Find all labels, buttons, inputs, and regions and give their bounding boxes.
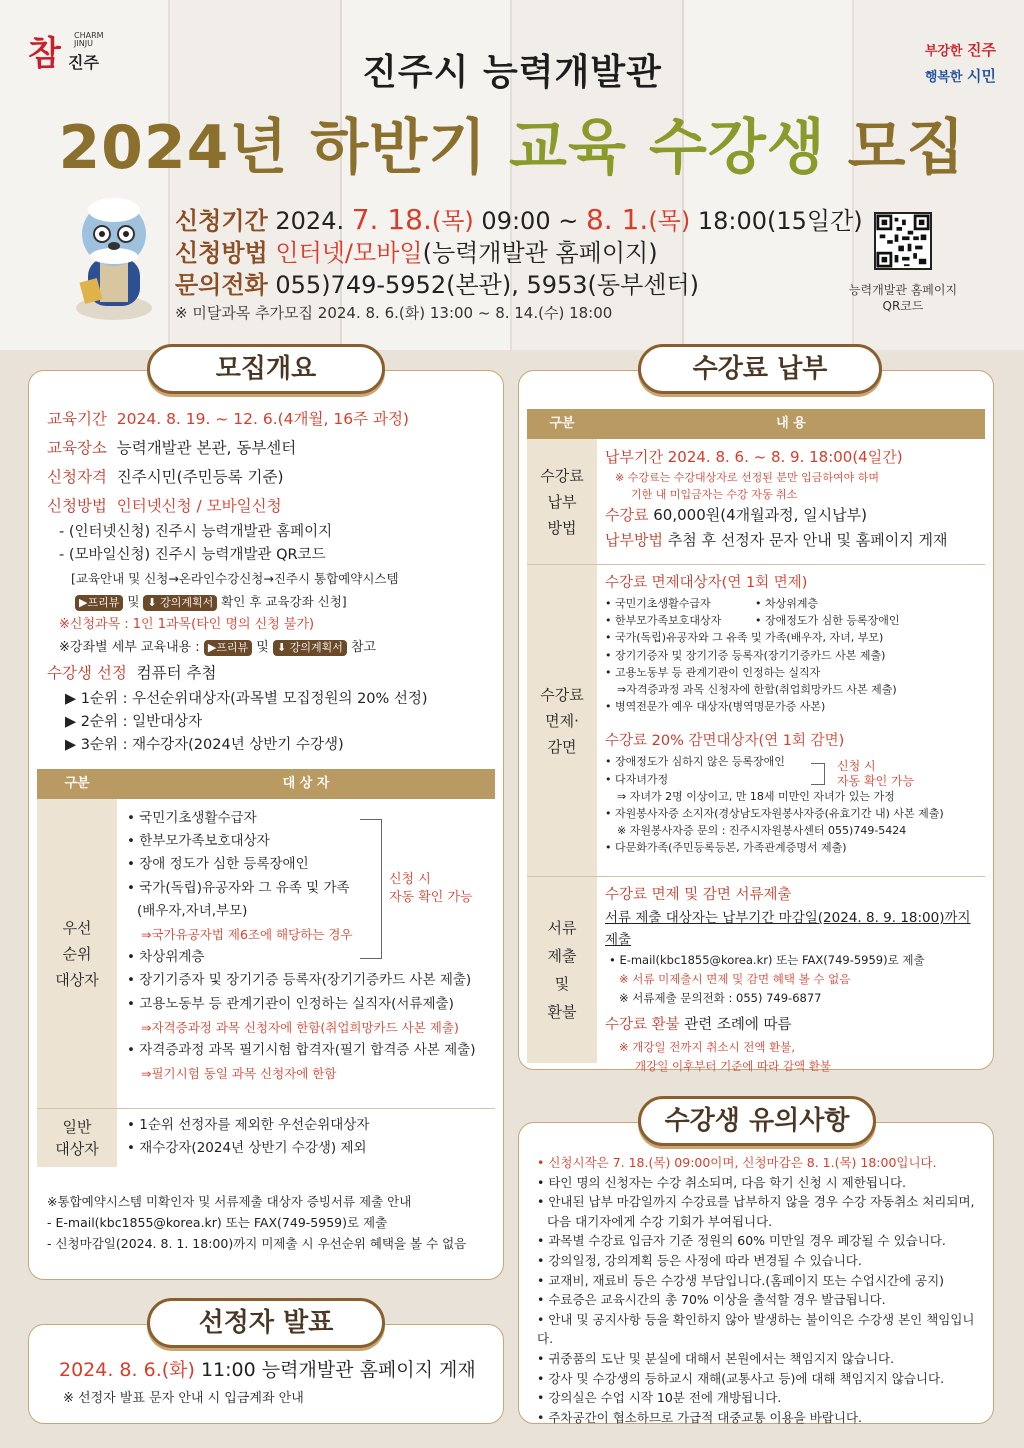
exempt-item-4: 장애정도가 심한 등록장애인 bbox=[765, 614, 900, 628]
auto-check-note: 신청 시 자동 확인 가능 bbox=[389, 872, 473, 905]
and-text-2: 및 bbox=[252, 640, 273, 655]
logo-en-2: JINJU bbox=[74, 39, 93, 48]
priority-item: • 자격증과정 과목 필기시험 합격자(필기 합격증 사본 제출) bbox=[127, 1042, 476, 1059]
priority-item bbox=[127, 1062, 485, 1085]
docs-contact: ※ 서류제출 문의전화 : 055) 749-6877 bbox=[619, 991, 822, 1005]
priority-list bbox=[117, 799, 495, 1108]
documents-content bbox=[597, 877, 985, 1073]
priority-item bbox=[127, 1016, 485, 1039]
priority-item: • 장기기증자 및 장기기증 등록자(장기기증카드 사본 제출) bbox=[127, 972, 472, 989]
notice-title: 수강생 유의사항 bbox=[638, 1096, 876, 1146]
notice-text-3: 다음 대기자에게 수강 기회가 부여됩니다. bbox=[547, 1213, 773, 1229]
priority-item-text: (배우자,자녀,부모) bbox=[137, 902, 248, 919]
title-part-3: 모집 bbox=[847, 113, 966, 183]
overview-content bbox=[47, 405, 497, 757]
slogan-2b: 시민 bbox=[967, 67, 996, 85]
phone-label: 문의전화 bbox=[175, 271, 268, 299]
th-category: 구분 bbox=[64, 776, 90, 791]
notice-item bbox=[537, 1310, 987, 1349]
slogan-2a: 행복한 bbox=[924, 70, 968, 85]
docs-warning: ※ 서류 미제출시 면제 및 감면 혜택 볼 수 없음 bbox=[619, 972, 851, 986]
priority-row bbox=[37, 799, 495, 1109]
notice-text-4: 과목별 수강료 입금자 기준 정원의 60% 미만일 경우 폐강될 수 있습니다. bbox=[548, 1233, 946, 1249]
priority-item: • 한부모가족보호대상자 bbox=[127, 833, 270, 850]
notice-item bbox=[537, 1388, 987, 1408]
period-end-day: (목) bbox=[648, 207, 691, 235]
qualification-value: 진주시민(주민등록 기준) bbox=[116, 468, 284, 486]
period-end-time: 18:00(15일간) bbox=[690, 207, 863, 235]
notice-item bbox=[537, 1192, 987, 1212]
fee-th-content: 내 용 bbox=[776, 416, 806, 431]
refund-note-1: ※ 개강일 전까지 취소시 전액 환불, bbox=[619, 1040, 795, 1054]
notice-item bbox=[537, 1251, 987, 1271]
exemption-row bbox=[527, 565, 985, 877]
application-info bbox=[175, 204, 863, 325]
payment-row bbox=[527, 439, 985, 565]
priority-item: • 국가(독립)유공자와 그 유족 및 가족 bbox=[127, 879, 350, 896]
discount-item-2: 다자녀가정 bbox=[615, 772, 669, 786]
notice-item bbox=[537, 1173, 987, 1193]
announce-detail: 11:00 능력개발관 홈페이지 게재 bbox=[194, 1359, 476, 1381]
and-text: 및 bbox=[123, 594, 144, 609]
priority-item-text: 자격증과정 과목 필기시험 합격자(필기 합격증 사본 제출) bbox=[139, 1042, 476, 1059]
refund-heading: 수강료 환불 bbox=[605, 1017, 680, 1033]
exempt-line-4: • 장기기증자 및 장기기증 등록자(장기기증카드 사본 제출) bbox=[605, 648, 886, 662]
qualification-key: 신청자격 bbox=[47, 468, 107, 486]
apply-confirm: 확인 후 교육강좌 신청] bbox=[217, 594, 347, 609]
fee-value: 60,000원(4개월과정, 일시납부) bbox=[648, 506, 867, 524]
notice-text-9: 귀중품의 도난 및 분실에 대해서 본원에서는 책임지지 않습니다. bbox=[548, 1350, 895, 1366]
evidence-note-3: - 신청마감일(2024. 8. 1. 18:00)까지 미제출 시 우선순위 혜택을 볼 수 없음 bbox=[47, 1236, 467, 1251]
notice-list bbox=[537, 1153, 987, 1427]
period-end: 8. 1. bbox=[585, 203, 649, 236]
general-list bbox=[117, 1109, 495, 1167]
payment-content bbox=[597, 439, 985, 564]
discount-line-2: • 다자녀가정 bbox=[605, 772, 669, 786]
priority-item bbox=[127, 923, 485, 946]
notice-text-2: 안내된 납부 마감일까지 수강료를 납부하지 않을 경우 수강 자동취소 처리되며, bbox=[548, 1194, 975, 1210]
period-label: 신청기간 bbox=[175, 207, 268, 235]
overview-panel bbox=[28, 370, 504, 1280]
priority-item-text: 장기기증자 및 장기기증 등록자(장기기증카드 사본 제출) bbox=[139, 972, 472, 989]
evidence-note-2: - E-mail(kbc1855@korea.kr) 또는 FAX(749-5959)로 제출 bbox=[47, 1215, 388, 1230]
phone-value: 055)749-5952(본관), 5953(동부센터) bbox=[267, 271, 699, 299]
priority-item-text: 장애 정도가 심한 등록장애인 bbox=[139, 856, 309, 873]
priority-item-text: ⇒자격증과정 과목 신청자에 한함(취업희망카드 사본 제출) bbox=[141, 1019, 459, 1035]
exempt-heading-note: (연 1회 면제) bbox=[721, 575, 808, 591]
fee-title: 수강료 납부 bbox=[638, 344, 882, 394]
method-label: 신청방법 bbox=[175, 239, 268, 267]
priority-item: • 차상위계층 bbox=[127, 949, 205, 966]
apply-path: [교육안내 및 신청→온라인수강신청→진주시 통합예약시스템 bbox=[71, 571, 399, 586]
th-target: 대 상 자 bbox=[282, 776, 330, 791]
internet-apply: - (인터넷신청) 진주시 능력개발관 홈페이지 bbox=[59, 524, 333, 540]
selection-value: 컴퓨터 추첨 bbox=[136, 664, 217, 682]
method-value: 인터넷/모바일 bbox=[267, 239, 423, 267]
discount-item-2-note: ⇒ 자녀가 2명 이상이고, 만 18세 미만인 자녀가 있는 가정 bbox=[617, 789, 895, 803]
general-item-1: • 1순위 선정자를 제외한 우선순위대상자 bbox=[127, 1117, 370, 1133]
notice-text-6: 교재비, 재료비 등은 수강생 부담입니다.(홈페이지 또는 수업시간에 공지) bbox=[548, 1272, 945, 1288]
docs-submit-method: • E-mail(kbc1855@korea.kr) 또는 FAX(749-5959)로 제출 bbox=[609, 953, 925, 967]
priority-item-text: ⇒국가유공자법 제6조에 해당하는 경우 bbox=[141, 927, 353, 943]
priority-item-text: 고용노동부 등 관계기관이 인정하는 실직자(서류제출) bbox=[139, 995, 454, 1012]
exempt-item-5: 국가(독립)유공자와 그 유족 및 가족(배우자, 자녀, 부모) bbox=[615, 631, 884, 645]
notice-item bbox=[537, 1408, 987, 1428]
syllabus-button[interactable]: ⬇ 강의계획서 bbox=[143, 595, 217, 611]
priority-item-text: 국민기초생활수급자 bbox=[139, 810, 257, 826]
general-item-2: • 재수강자(2024년 상반기 수강생) 제외 bbox=[127, 1140, 367, 1156]
exempt-item-6: 장기기증자 및 장기기증 등록자(장기기증카드 사본 제출) bbox=[615, 648, 886, 662]
one-course-note: ※신청과목 : 1인 1과목(타인 명의 신청 불가) bbox=[59, 617, 315, 632]
priority-item: • 장애 정도가 심한 등록장애인 bbox=[127, 856, 309, 873]
notice-text-12: 주차공간이 협소하므로 가급적 대중교통 이용을 바랍니다. bbox=[548, 1409, 863, 1425]
exemption-content bbox=[597, 565, 985, 876]
notice-panel bbox=[518, 1122, 994, 1424]
notice-text-1: 타인 명의 신청자는 수강 취소되며, 다음 학기 신청 시 제한됩니다. bbox=[548, 1174, 907, 1190]
exempt-heading: 수강료 면제대상자 bbox=[605, 575, 722, 591]
preview-button[interactable]: ▶프리뷰 bbox=[75, 595, 123, 611]
edu-place-value: 능력개발관 본관, 동부센터 bbox=[116, 439, 297, 457]
additional-recruit-note: ※ 미달과목 추가모집 2024. 8. 6.(화) 13:00 ~ 8. 14.(수) 18:00 bbox=[175, 304, 613, 322]
pay-way-key: 납부방법 bbox=[605, 531, 663, 549]
fee-th-category: 구분 bbox=[549, 416, 575, 431]
discount-item-3: 자원봉사자증 소지자(경상남도자원봉사자증(유효기간 내) 사본 제출) bbox=[615, 807, 944, 821]
qr-caption-1: 능력개발관 홈페이지 bbox=[848, 283, 958, 297]
payment-label: 수강료 납부 방법 bbox=[527, 439, 597, 564]
general-item-2-text: 재수강자(2024년 상반기 수강생) 제외 bbox=[139, 1140, 367, 1156]
notice-text-11: 강의실은 수업 시작 10분 전에 개방됩니다. bbox=[548, 1390, 782, 1406]
priority-item-text: 국가(독립)유공자와 그 유족 및 가족 bbox=[139, 879, 350, 896]
general-row bbox=[37, 1109, 495, 1167]
logo-main: 참 bbox=[28, 34, 61, 74]
announcement-line bbox=[59, 1355, 476, 1382]
exempt-item-3: 한부모가족보호대상자 bbox=[615, 614, 722, 628]
discount-line-1: • 장애정도가 심하지 않은 등록장애인 bbox=[605, 755, 785, 769]
qr-caption-2: QR코드 bbox=[882, 299, 924, 313]
apply-method-value: 인터넷신청 / 모바일신청 bbox=[116, 497, 282, 515]
target-table bbox=[37, 769, 495, 1167]
evidence-note-1: ※통합예약시스템 미확인자 및 서류제출 대상자 증빙서류 제출 안내 bbox=[47, 1194, 412, 1209]
docs-deadline: 서류 제출 대상자는 납부기간 마감일(2024. 8. 9. 18:00)까지 제출 bbox=[605, 910, 971, 948]
documents-row bbox=[527, 877, 985, 1073]
notice-item-first bbox=[537, 1153, 987, 1173]
notice-text-5: 강의일정, 강의계획 등은 사정에 따라 변경될 수 있습니다. bbox=[548, 1252, 862, 1268]
priority-item-text: 차상위계층 bbox=[139, 949, 205, 966]
notice-item bbox=[537, 1271, 987, 1291]
exempt-item-1: 국민기초생활수급자 bbox=[615, 597, 711, 610]
edu-period-value: 2024. 8. 19. ~ 12. 6.(4개월, 16주 과정) bbox=[116, 410, 409, 428]
main-title bbox=[0, 100, 1024, 186]
discount-auto-check: 신청 시 자동 확인 가능 bbox=[837, 759, 915, 788]
pay-note-1: ※ 수강료는 수강대상자로 선정된 분만 입금하여야 하며 bbox=[615, 471, 879, 484]
exempt-item-8: 병역전문가 예우 대상자(병역명문가증 사본) bbox=[615, 700, 826, 714]
refer-text: 참고 bbox=[346, 640, 377, 655]
method-detail: (능력개발관 홈페이지) bbox=[422, 239, 658, 267]
notice-item bbox=[537, 1290, 987, 1310]
exempt-item-2: 차상위계층 bbox=[765, 597, 819, 610]
exempt-item-7: 고용노동부 등 관계기관이 인정하는 실직자 bbox=[615, 665, 821, 679]
priority-item: • 국민기초생활수급자 bbox=[127, 810, 257, 826]
mobile-apply: - (모바일신청) 진주시 능력개발관 QR코드 bbox=[59, 547, 326, 563]
notice-item-cont bbox=[537, 1212, 987, 1232]
title-part-2: 교육 수강생 bbox=[509, 113, 848, 183]
title-part-1: 2024년 하반기 bbox=[58, 113, 510, 183]
general-label: 일반 대상자 bbox=[37, 1109, 117, 1167]
period-year: 2024. bbox=[267, 207, 352, 235]
refund-heading-note: 관련 조례에 따름 bbox=[679, 1017, 792, 1033]
pay-way-value: 추첨 후 선정자 문자 안내 및 홈페이지 게재 bbox=[662, 531, 948, 549]
exempt-list bbox=[605, 595, 977, 715]
exempt-item-7-note: ⇒자격증과정 과목 신청자에 한함(취업희망카드 사본 제출) bbox=[617, 683, 897, 697]
notice-item bbox=[537, 1369, 987, 1389]
discount-heading: 수강료 20% 감면대상자 bbox=[605, 733, 759, 750]
pay-period-value: 2024. 8. 6. ~ 8. 9. 18:00(4일간) bbox=[662, 448, 903, 466]
priority-label: 우선 순위 대상자 bbox=[37, 799, 117, 1108]
edu-period-key: 교육기간 bbox=[47, 410, 107, 428]
auto-check-brace bbox=[360, 819, 382, 959]
slogan-1a: 부강한 bbox=[924, 44, 968, 59]
discount-item-3-note: ※ 자원봉사자증 문의 : 진주시자원봉사센터 055)749-5424 bbox=[617, 824, 907, 838]
priority-item-text: 한부모가족보호대상자 bbox=[139, 833, 270, 850]
logo-sub: 진주 bbox=[68, 53, 99, 72]
period-start-day: (목) bbox=[431, 207, 474, 235]
org-title: 진주시 능력개발관 bbox=[362, 52, 662, 93]
priority-item-text: ⇒필기시험 동일 과목 신청자에 한함 bbox=[141, 1066, 337, 1082]
discount-item-4: 다문화가족(주민등록등본, 가족관계증명서 제출) bbox=[615, 841, 847, 855]
priority-item: • 고용노동부 등 관계기관이 인정하는 실직자(서류제출) bbox=[127, 995, 454, 1012]
notice-item bbox=[537, 1231, 987, 1251]
rank-3: ▶ 3순위 : 재수강자(2024년 상반기 수강생) bbox=[65, 737, 344, 753]
notice-first-text: 신청시작은 7. 18.(목) 09:00이며, 신청마감은 8. 1.(목) 18:00입니다. bbox=[548, 1155, 937, 1170]
fee-table bbox=[527, 409, 985, 1073]
fee-table-header bbox=[527, 409, 985, 439]
exempt-line-5: • 고용노동부 등 관계기관이 인정하는 실직자 bbox=[605, 665, 821, 679]
rank-1: ▶ 1순위 : 우선순위대상자(과목별 모집정원의 20% 선정) bbox=[65, 691, 428, 707]
target-table-header bbox=[37, 769, 495, 799]
announcement-title: 선정자 발표 bbox=[147, 1298, 385, 1348]
exemption-label: 수강료 면제· 감면 bbox=[527, 565, 597, 876]
discount-line-4: • 자원봉사자증 소지자(경상남도자원봉사자증(유효기간 내) 사본 제출) bbox=[605, 807, 944, 821]
notice-text-8: 안내 및 공지사항 등을 확인하지 않아 발생하는 불이익은 수강생 본인 책임입니다. bbox=[537, 1311, 975, 1347]
logo-en-1: CHARM bbox=[74, 31, 104, 40]
fee-key: 수강료 bbox=[605, 506, 649, 524]
preview-button-2[interactable]: ▶프리뷰 bbox=[204, 640, 252, 656]
general-item-1-text: 1순위 선정자를 제외한 우선순위대상자 bbox=[139, 1117, 370, 1133]
discount-list bbox=[605, 753, 977, 856]
rank-2: ▶ 2순위 : 일반대상자 bbox=[65, 714, 203, 730]
notice-item bbox=[537, 1349, 987, 1369]
apply-method-key: 신청방법 bbox=[47, 497, 107, 515]
discount-brace bbox=[811, 763, 825, 785]
docs-heading: 수강료 면제 및 감면 서류제출 bbox=[605, 887, 792, 903]
announce-date: 2024. 8. 6.(화) bbox=[59, 1359, 195, 1381]
period-time: 09:00 ~ bbox=[473, 207, 586, 235]
documents-label: 서류 제출 및 환불 bbox=[527, 877, 597, 1063]
announcement-note: ※ 선정자 발표 문자 안내 시 입금계좌 안내 bbox=[63, 1391, 304, 1406]
discount-item-1: 장애정도가 심하지 않은 등록장애인 bbox=[615, 755, 785, 769]
detail-note: ※강좌별 세부 교육내용 : bbox=[59, 640, 204, 655]
exempt-line-3: • 국가(독립)유공자와 그 유족 및 가족(배우자, 자녀, 부모) bbox=[605, 631, 884, 645]
fee-panel bbox=[518, 370, 994, 1073]
qr-caption bbox=[828, 282, 978, 314]
discount-line-6: • 다문화가족(주민등록등본, 가족관계증명서 제출) bbox=[605, 841, 847, 855]
overview-title: 모집개요 bbox=[147, 344, 385, 394]
notice-text-7: 수료증은 교육시간의 총 70% 이상을 출석할 경우 발급됩니다. bbox=[548, 1292, 886, 1308]
mascot-otter-illustration bbox=[64, 196, 164, 326]
exempt-line-1: • 국민기초생활수급자 • 차상위계층 bbox=[605, 597, 819, 610]
edu-place-key: 교육장소 bbox=[47, 439, 107, 457]
selection-key: 수강생 선정 bbox=[47, 664, 127, 682]
slogan-1b: 진주 bbox=[967, 41, 996, 59]
refund-note-2: 개강일 이후부터 기준에 따라 감액 환불 bbox=[635, 1059, 832, 1073]
syllabus-button-2[interactable]: ⬇ 강의계획서 bbox=[273, 640, 347, 656]
discount-heading-note: (연 1회 감면) bbox=[758, 733, 845, 750]
exempt-line-2: • 한부모가족보호대상자 • 장애정도가 심한 등록장애인 bbox=[605, 614, 900, 628]
notice-text-10: 강사 및 수강생의 등하교시 재해(교통사고 등)에 대해 책임지지 않습니다. bbox=[548, 1370, 945, 1386]
pay-note-2: 기한 내 미입금자는 수강 자동 취소 bbox=[631, 488, 798, 501]
evidence-notice bbox=[47, 1191, 466, 1254]
qr-code[interactable] bbox=[874, 212, 932, 270]
exempt-line-7: • 병역전문가 예우 대상자(병역명문가증 사본) bbox=[605, 700, 826, 714]
period-start: 7. 18. bbox=[351, 203, 432, 236]
pay-period-key: 납부기간 bbox=[605, 448, 663, 466]
